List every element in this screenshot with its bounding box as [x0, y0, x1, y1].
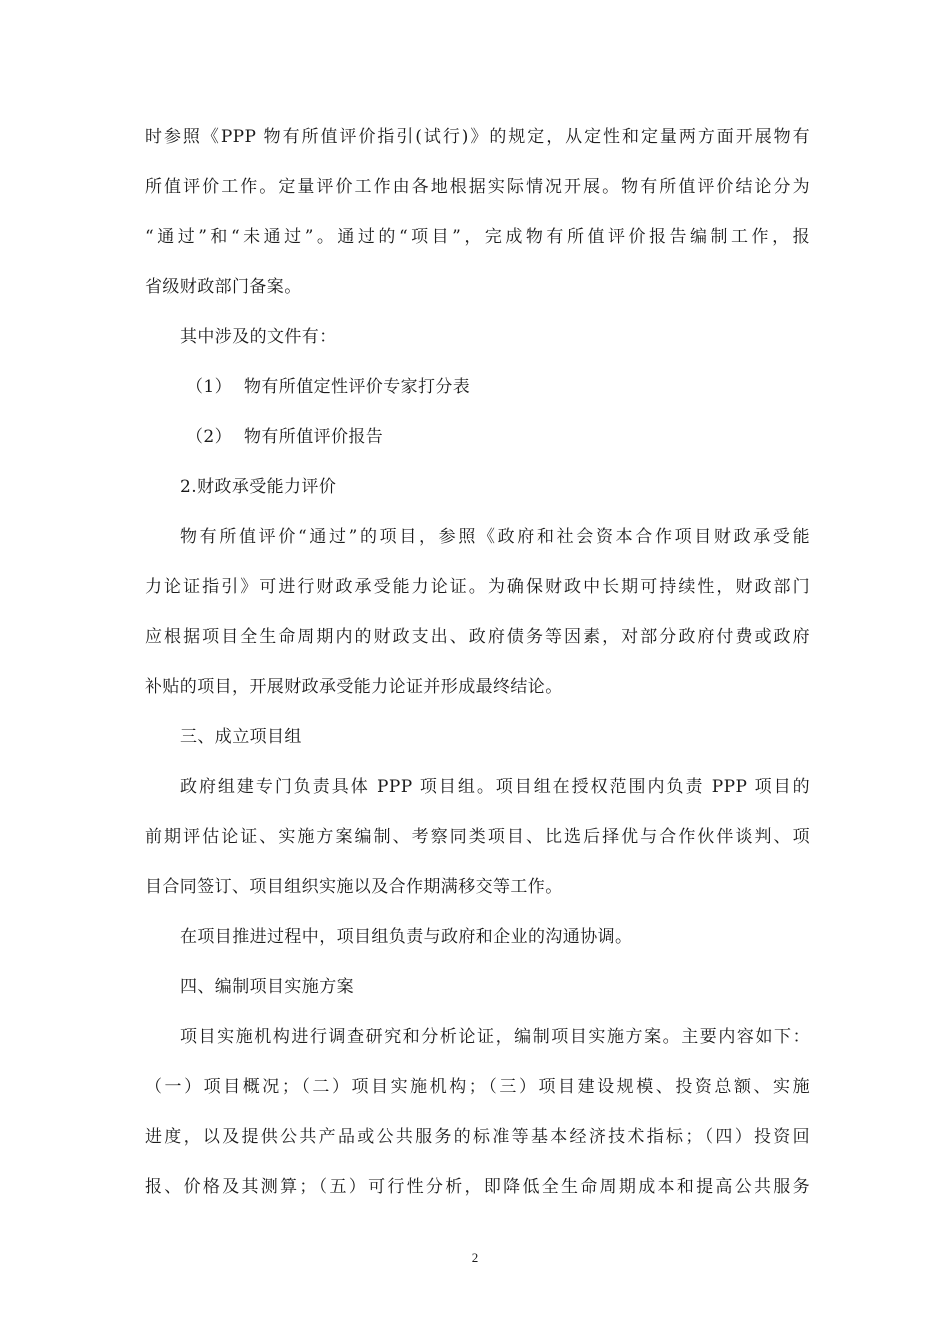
list-item: [186, 375, 786, 399]
paragraph-line: 进度，以及提供公共产品或公共服务的标准等基本经济技术指标；（四）投资回: [145, 1127, 810, 1147]
paragraph-line: 报、价格及其测算；（五）可行性分析，即降低全生命周期成本和提高公共服务: [145, 1177, 810, 1197]
list-item: [186, 425, 786, 449]
list-intro: 其中涉及的文件有：: [180, 327, 337, 347]
paragraph-line: 前期评估论证、实施方案编制、考察同类项目、比选后择优与合作伙伴谈判、项: [145, 827, 810, 847]
list-item-text: 物有所值评价报告: [244, 427, 384, 447]
paragraph-line: 时参照《PPP 物有所值评价指引(试行)》的规定，从定性和定量两方面开展物有: [145, 127, 810, 147]
paragraph-line: （一）项目概况；（二）项目实施机构；（三）项目建设规模、投资总额、实施: [145, 1077, 810, 1097]
paragraph-line: 政府组建专门负责具体 PPP 项目组。项目组在授权范围内负责 PPP 项目的: [180, 777, 810, 797]
paragraph-line: 物有所值评价“通过”的项目，参照《政府和社会资本合作项目财政承受能: [180, 527, 810, 547]
paragraph-line: 补贴的项目，开展财政承受能力论证并形成最终结论。: [145, 677, 563, 697]
section-heading: 三、成立项目组: [180, 727, 302, 747]
paragraph-line: “通过”和“未通过”。通过的“项目”，完成物有所值评价报告编制工作，报: [145, 227, 810, 247]
list-item-number: （2）: [186, 427, 233, 447]
section-heading: 2.财政承受能力评价: [180, 477, 337, 497]
list-item-number: （1）: [186, 377, 233, 397]
paragraph-line: 应根据项目全生命周期内的财政支出、政府债务等因素，对部分政府付费或政府: [145, 627, 810, 647]
paragraph-line: 省级财政部门备案。: [145, 277, 302, 297]
paragraph-line: 所值评价工作。定量评价工作由各地根据实际情况开展。物有所值评价结论分为: [145, 177, 810, 197]
list-item-text: 物有所值定性评价专家打分表: [244, 377, 471, 397]
section-heading: 四、编制项目实施方案: [180, 977, 354, 997]
paragraph-line: 在项目推进过程中，项目组负责与政府和企业的沟通协调。: [180, 927, 633, 947]
paragraph-line: 目合同签订、项目组织实施以及合作期满移交等工作。: [145, 877, 563, 897]
page-number: 2: [471, 1250, 479, 1265]
paragraph-line: 项目实施机构进行调查研究和分析论证，编制项目实施方案。主要内容如下：: [180, 1027, 810, 1047]
paragraph-line: 力论证指引》可进行财政承受能力论证。为确保财政中长期可持续性，财政部门: [145, 577, 810, 597]
